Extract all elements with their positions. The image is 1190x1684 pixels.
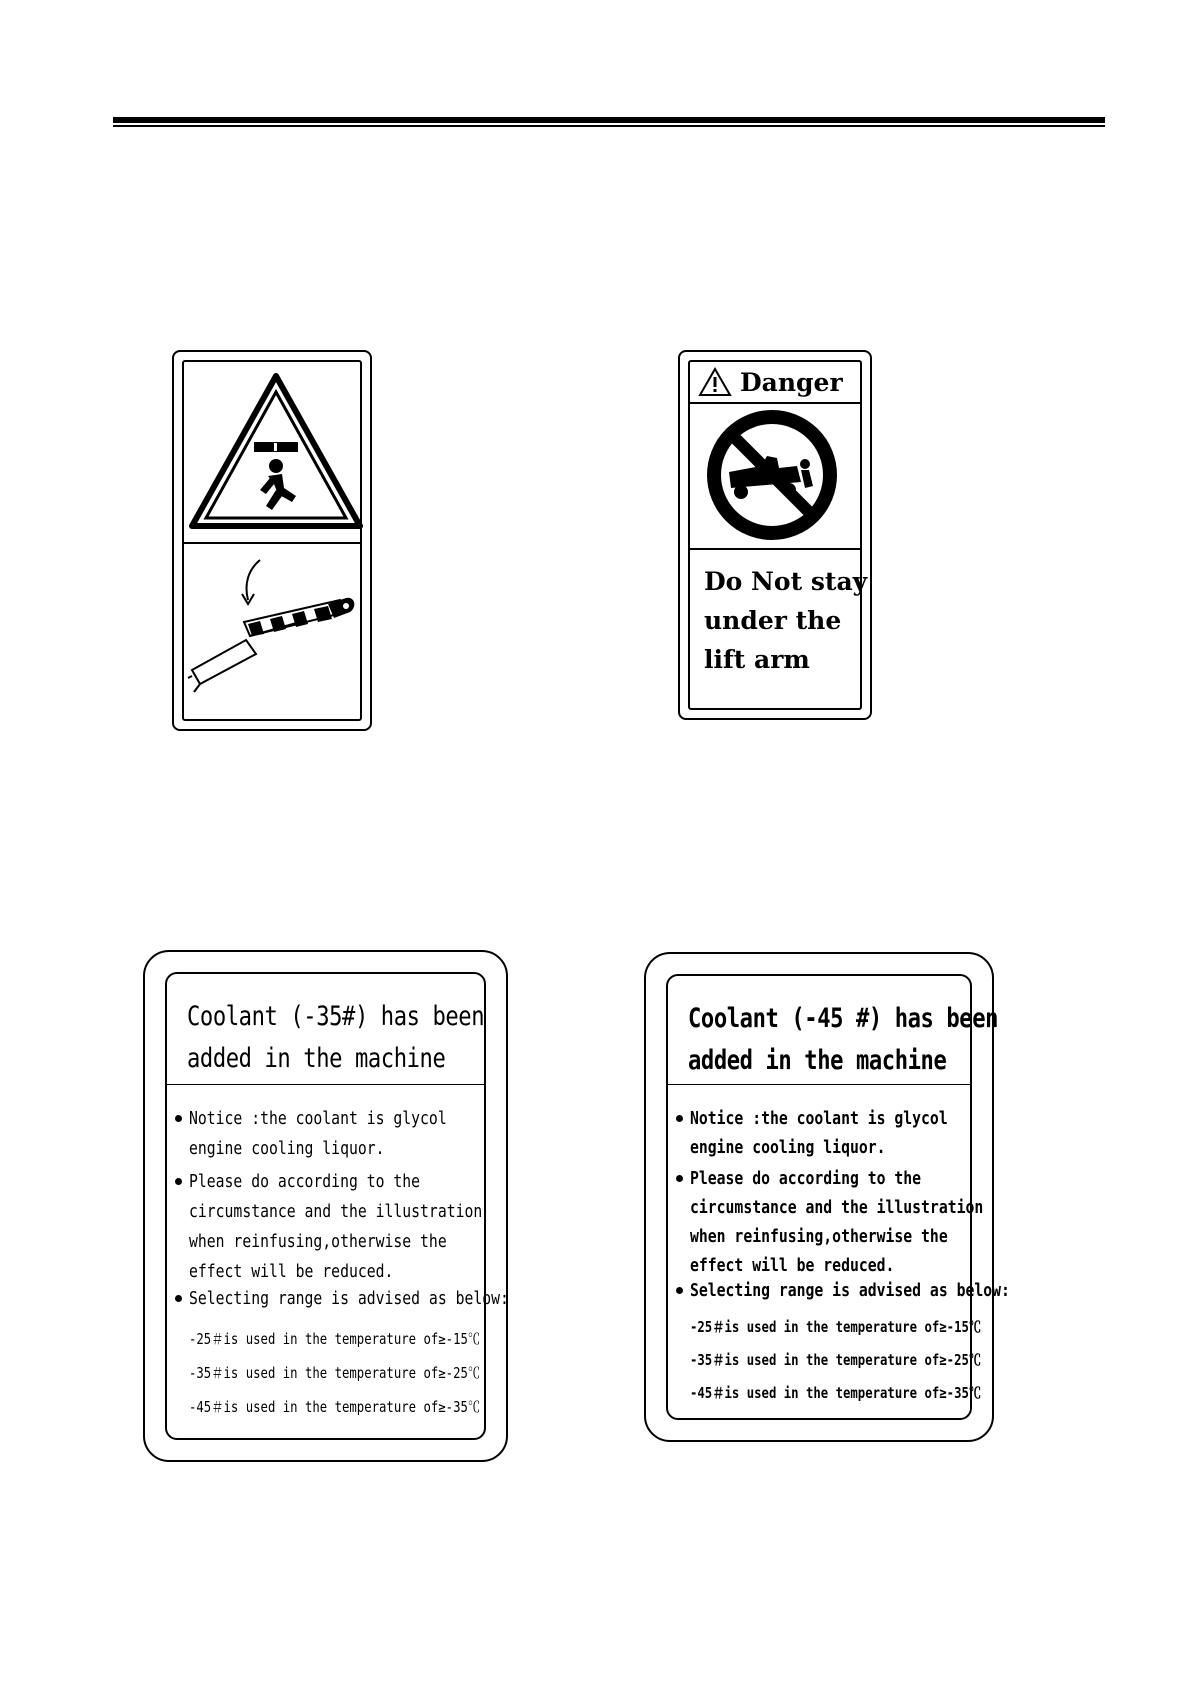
instruction-item — [173, 1167, 482, 1287]
danger-message — [704, 562, 868, 679]
bullet-icon — [676, 1175, 683, 1182]
header-rule — [113, 117, 1105, 123]
coolant-35-title-area — [167, 974, 484, 1085]
danger-message-line: under the — [704, 606, 842, 635]
instruction-line: circumstance and the illustration — [690, 1197, 984, 1218]
instruction-line: circumstance and the illustration — [189, 1201, 483, 1222]
title-line: Coolant (-45 #) has been — [688, 1003, 999, 1034]
header-rule-thin — [113, 125, 1105, 127]
notice-item — [674, 1104, 968, 1162]
bullet-icon — [175, 1295, 182, 1302]
selection-item — [173, 1284, 509, 1314]
instruction-line: effect will be reduced. — [690, 1255, 895, 1276]
grade-line: -45＃is used in the temperature of≥-35℃ — [690, 1384, 982, 1402]
bullet-icon — [175, 1115, 182, 1122]
coolant-35-label — [143, 950, 508, 1462]
notice-item — [173, 1104, 482, 1164]
instruction-line: Please do according to the — [690, 1168, 922, 1189]
grade-line: -25＃is used in the temperature of≥-15℃ — [189, 1330, 481, 1348]
danger-pictogram-area — [690, 402, 860, 550]
danger-header — [690, 362, 860, 404]
grade-line: -35＃is used in the temperature of≥-25℃ — [690, 1351, 982, 1369]
coolant-45-label-frame — [666, 974, 1010, 1420]
bullet-icon — [175, 1178, 182, 1185]
instruction-line: Please do according to the — [189, 1171, 421, 1192]
crush-hazard-divider — [184, 542, 360, 544]
lift-arm-pinch-point-icon — [188, 550, 364, 726]
crush-hazard-label — [172, 350, 372, 731]
selection-line: Selecting range is advised as below: — [690, 1280, 1010, 1301]
grade-line: -45＃is used in the temperature of≥-35℃ — [189, 1398, 481, 1416]
notice-line: engine cooling liquor. — [189, 1138, 385, 1159]
title-line: added in the machine — [187, 1043, 446, 1074]
title-line: added in the machine — [688, 1045, 947, 1076]
coolant-45-label — [644, 952, 1010, 1442]
danger-heading: Danger — [740, 367, 843, 397]
notice-line: Notice :the coolant is glycol — [189, 1108, 447, 1129]
danger-label — [678, 350, 872, 720]
crush-hazard-label-frame — [182, 360, 362, 721]
coolant-35-label-frame — [165, 972, 509, 1440]
danger-message-line: Do Not stay — [704, 567, 868, 596]
bullet-icon — [676, 1115, 683, 1122]
instruction-line: effect will be reduced. — [189, 1261, 394, 1282]
coolant-35-title — [187, 996, 484, 1080]
danger-message-line: lift arm — [704, 645, 810, 674]
coolant-35-body — [173, 1104, 509, 1424]
grade-line: -25＃is used in the temperature of≥-15℃ — [690, 1318, 982, 1336]
crush-hazard-triangle-icon — [188, 372, 364, 532]
selection-item — [674, 1276, 1010, 1305]
notice-line: Notice :the coolant is glycol — [690, 1108, 948, 1129]
bullet-icon — [676, 1287, 683, 1294]
instruction-line: when reinfusing,otherwise the — [189, 1231, 447, 1252]
coolant-45-title-area — [668, 976, 999, 1085]
instruction-line: when reinfusing,otherwise the — [690, 1226, 948, 1247]
instruction-item — [674, 1164, 984, 1280]
notice-line: engine cooling liquor. — [690, 1137, 886, 1158]
coolant-45-title — [688, 998, 998, 1082]
selection-line: Selecting range is advised as below: — [189, 1288, 509, 1309]
prohibition-no-standing-under-arm-icon — [705, 408, 839, 542]
title-line: Coolant (-35#) has been — [187, 1001, 485, 1032]
danger-label-frame — [688, 360, 868, 710]
coolant-45-body — [674, 1104, 1010, 1410]
warning-triangle-icon — [698, 367, 732, 397]
grade-line: -35＃is used in the temperature of≥-25℃ — [189, 1364, 481, 1382]
